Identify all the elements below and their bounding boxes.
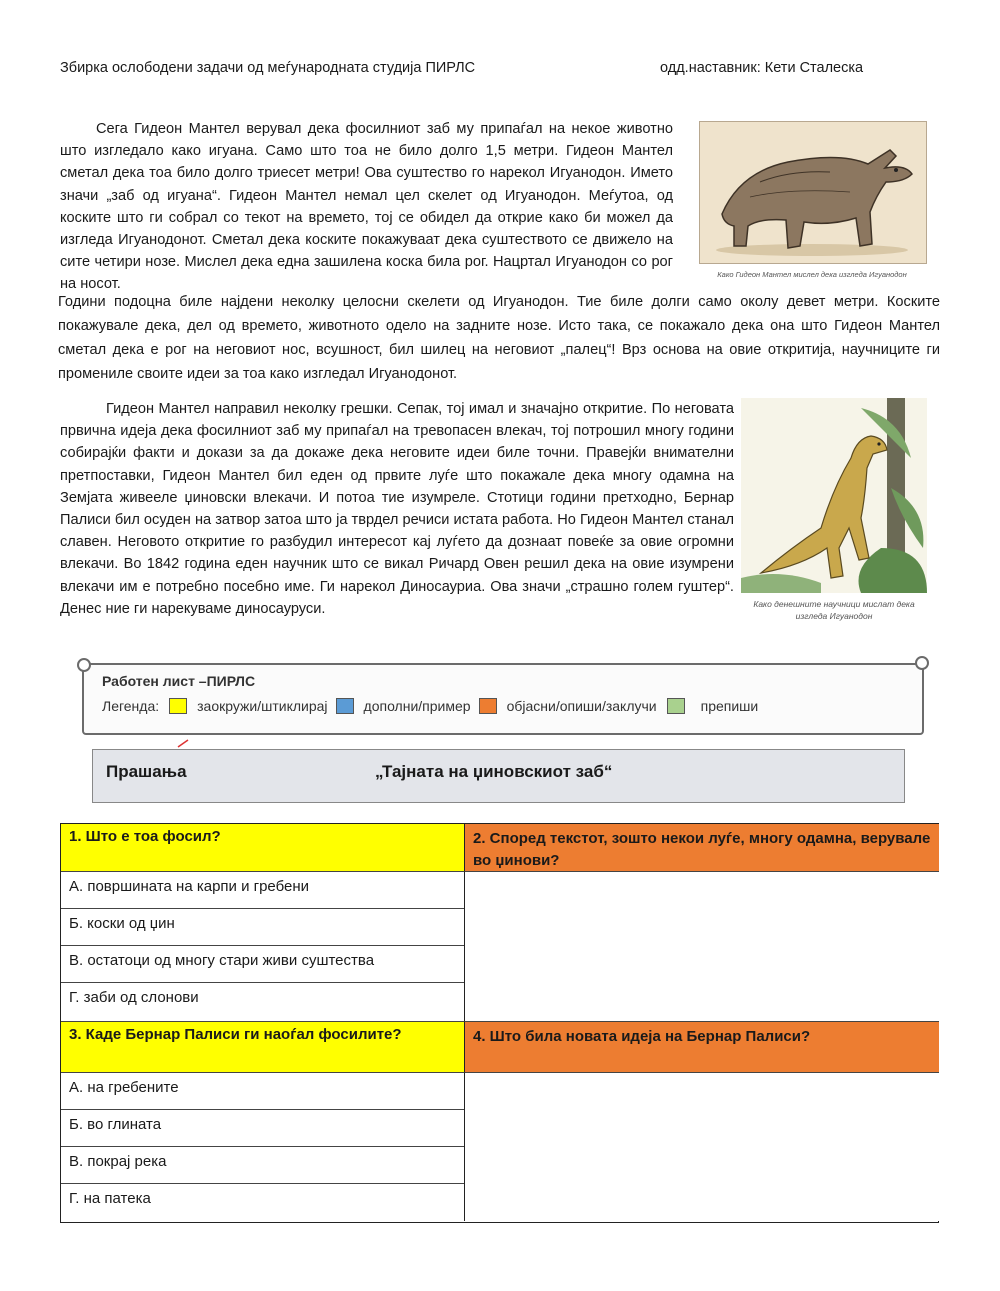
question-1: 1. Што е тоа фосил? xyxy=(61,824,464,872)
legend-text-complete: дополни/пример xyxy=(363,698,471,714)
scroll-curl-top-right xyxy=(915,656,929,670)
story-paragraph-1-continued: Години подоцна биле најдени неколку целосни скелети од Игуанодон. Тие биле долги само околу девет метри. Коските покажувале дека, дел од времето, животното одело на задните нозе. Исто така, се покажало дека она што Гидеон Мантел сметал дека е рог на неговиот нос, всушност, бил шилец на неговиот „палец“! Врз основа на овие откритија, научниците ги промениле своите идеи за тоа како изгледал Игуанодонот. xyxy=(58,294,940,382)
q3-option-a[interactable]: А. на гребените xyxy=(61,1073,464,1110)
caption-modern-iguanodon: Како денешните научници мислат дека изгледа Игуанодон xyxy=(753,599,915,621)
q3-option-c[interactable]: В. покрај река xyxy=(61,1147,464,1184)
q3-option-b[interactable]: Б. во глината xyxy=(61,1110,464,1147)
q1-option-d[interactable]: Г. заби од слонови xyxy=(61,983,464,1022)
worksheet-scroll-banner xyxy=(82,663,924,735)
q1-option-a[interactable]: А. површината на карпи и гребени xyxy=(61,872,464,909)
scroll-curl-top-left xyxy=(77,658,91,672)
legend-swatch-green xyxy=(667,698,685,714)
q1-option-b[interactable]: Б. коски од џин xyxy=(61,909,464,946)
q2-answer-box[interactable] xyxy=(464,872,939,1022)
legend-label: Легенда: xyxy=(102,698,160,714)
questions-table xyxy=(60,823,939,1223)
legend xyxy=(102,698,766,714)
header-collection-title: Збирка ослободени задачи од меѓународната студија ПИРЛС xyxy=(60,60,476,76)
header-teacher: одд.наставник: Кети Сталеска xyxy=(660,60,864,76)
illustration-modern-iguanodon xyxy=(741,398,927,593)
caption-old-iguanodon: Како Гидеон Мантел мислел дека изгледа Игуанодон xyxy=(717,270,907,279)
illustration-old-iguanodon xyxy=(699,121,927,264)
story-paragraph-2: Гидеон Мантел направил неколку грешки. Сепак, тој имал и значајно откритие. По неговата првична идеја дека фосилниот заб му припаѓал на тревопасен влекач, тој потрошил многу години собирајќи факти и докази за да докаже дека неговите идеи биле точни. Правејќи внимателни претпоставки, Гидеон Мантел бил еден од првите луѓе што покажале дека многу одамна на Земјата живееле џиновски влекачи. И потоа тие изумреле. Стотици години претходно, Бернар Палиси бил осуден на затвор затоа што ја тврдел речиси истата работа. Но Гидеон Мантел станал славен. Неговото откритие го разбудил интересот кај луѓето да дознаат повеќе за овие огромни влекачи. Во 1842 година еден научник што се викал Ричард Овен решил дека на овие изумрени влекачи им е потребно посебно име. Ги нарекол Диносауриа. Ова значи „страшно голем гуштер“. Денес ние ги нарекуваме диносауруси. xyxy=(60,401,734,617)
q1-option-c[interactable]: В. остатоци од многу стари живи суштества xyxy=(61,946,464,983)
legend-swatch-blue xyxy=(336,698,354,714)
questions-header xyxy=(92,749,905,803)
legend-text-copy: препиши xyxy=(700,698,759,714)
question-3: 3. Каде Бернар Палиси ги наоѓал фосилите? xyxy=(61,1022,464,1073)
worksheet-title: Работен лист –ПИРЛС xyxy=(102,673,256,689)
questions-label: Прашања xyxy=(106,762,187,781)
q3-option-d[interactable]: Г. на патека xyxy=(61,1184,464,1221)
q4-answer-box[interactable] xyxy=(464,1073,939,1221)
question-2: 2. Според текстот, зошто некои луѓе, многу одамна, верувале во џинови? xyxy=(464,824,939,872)
question-4: 4. Што била новата идеја на Бернар Палиси? xyxy=(464,1022,939,1073)
red-pen-mark xyxy=(176,738,190,748)
story-paragraph-1: Сега Гидеон Мантел верувал дека фосилниот заб му припаѓал на некое животно што изгледало како игуана. Само што тоа не било долго 1,5 метри. Гидеон Мантел сметал дека тоа било долго триесет метри! Ова суштество го нарекол Игуанодон. Името значи „заб од игуана“. Гидеон Мантел немал цел скелет од Игуанодон. Меѓутоа, од коските што ги собрал со текот на времето, тој се обидел да открие како би можел да изгледа Игуанодонот. Сметал дека коските покажуваат дека суштеството се движело на сите четири нозе. Мислел дека една зашилена коска била рог. Нацртал Игуанодон со рог на носот. xyxy=(60,121,673,293)
legend-text-circle: заокружи/штиклирај xyxy=(197,698,328,714)
legend-swatch-yellow xyxy=(169,698,187,714)
legend-text-explain: објасни/опиши/заклучи xyxy=(506,698,657,714)
story-title: „Тајната на џиновскиот заб“ xyxy=(375,762,613,781)
legend-swatch-orange xyxy=(479,698,497,714)
